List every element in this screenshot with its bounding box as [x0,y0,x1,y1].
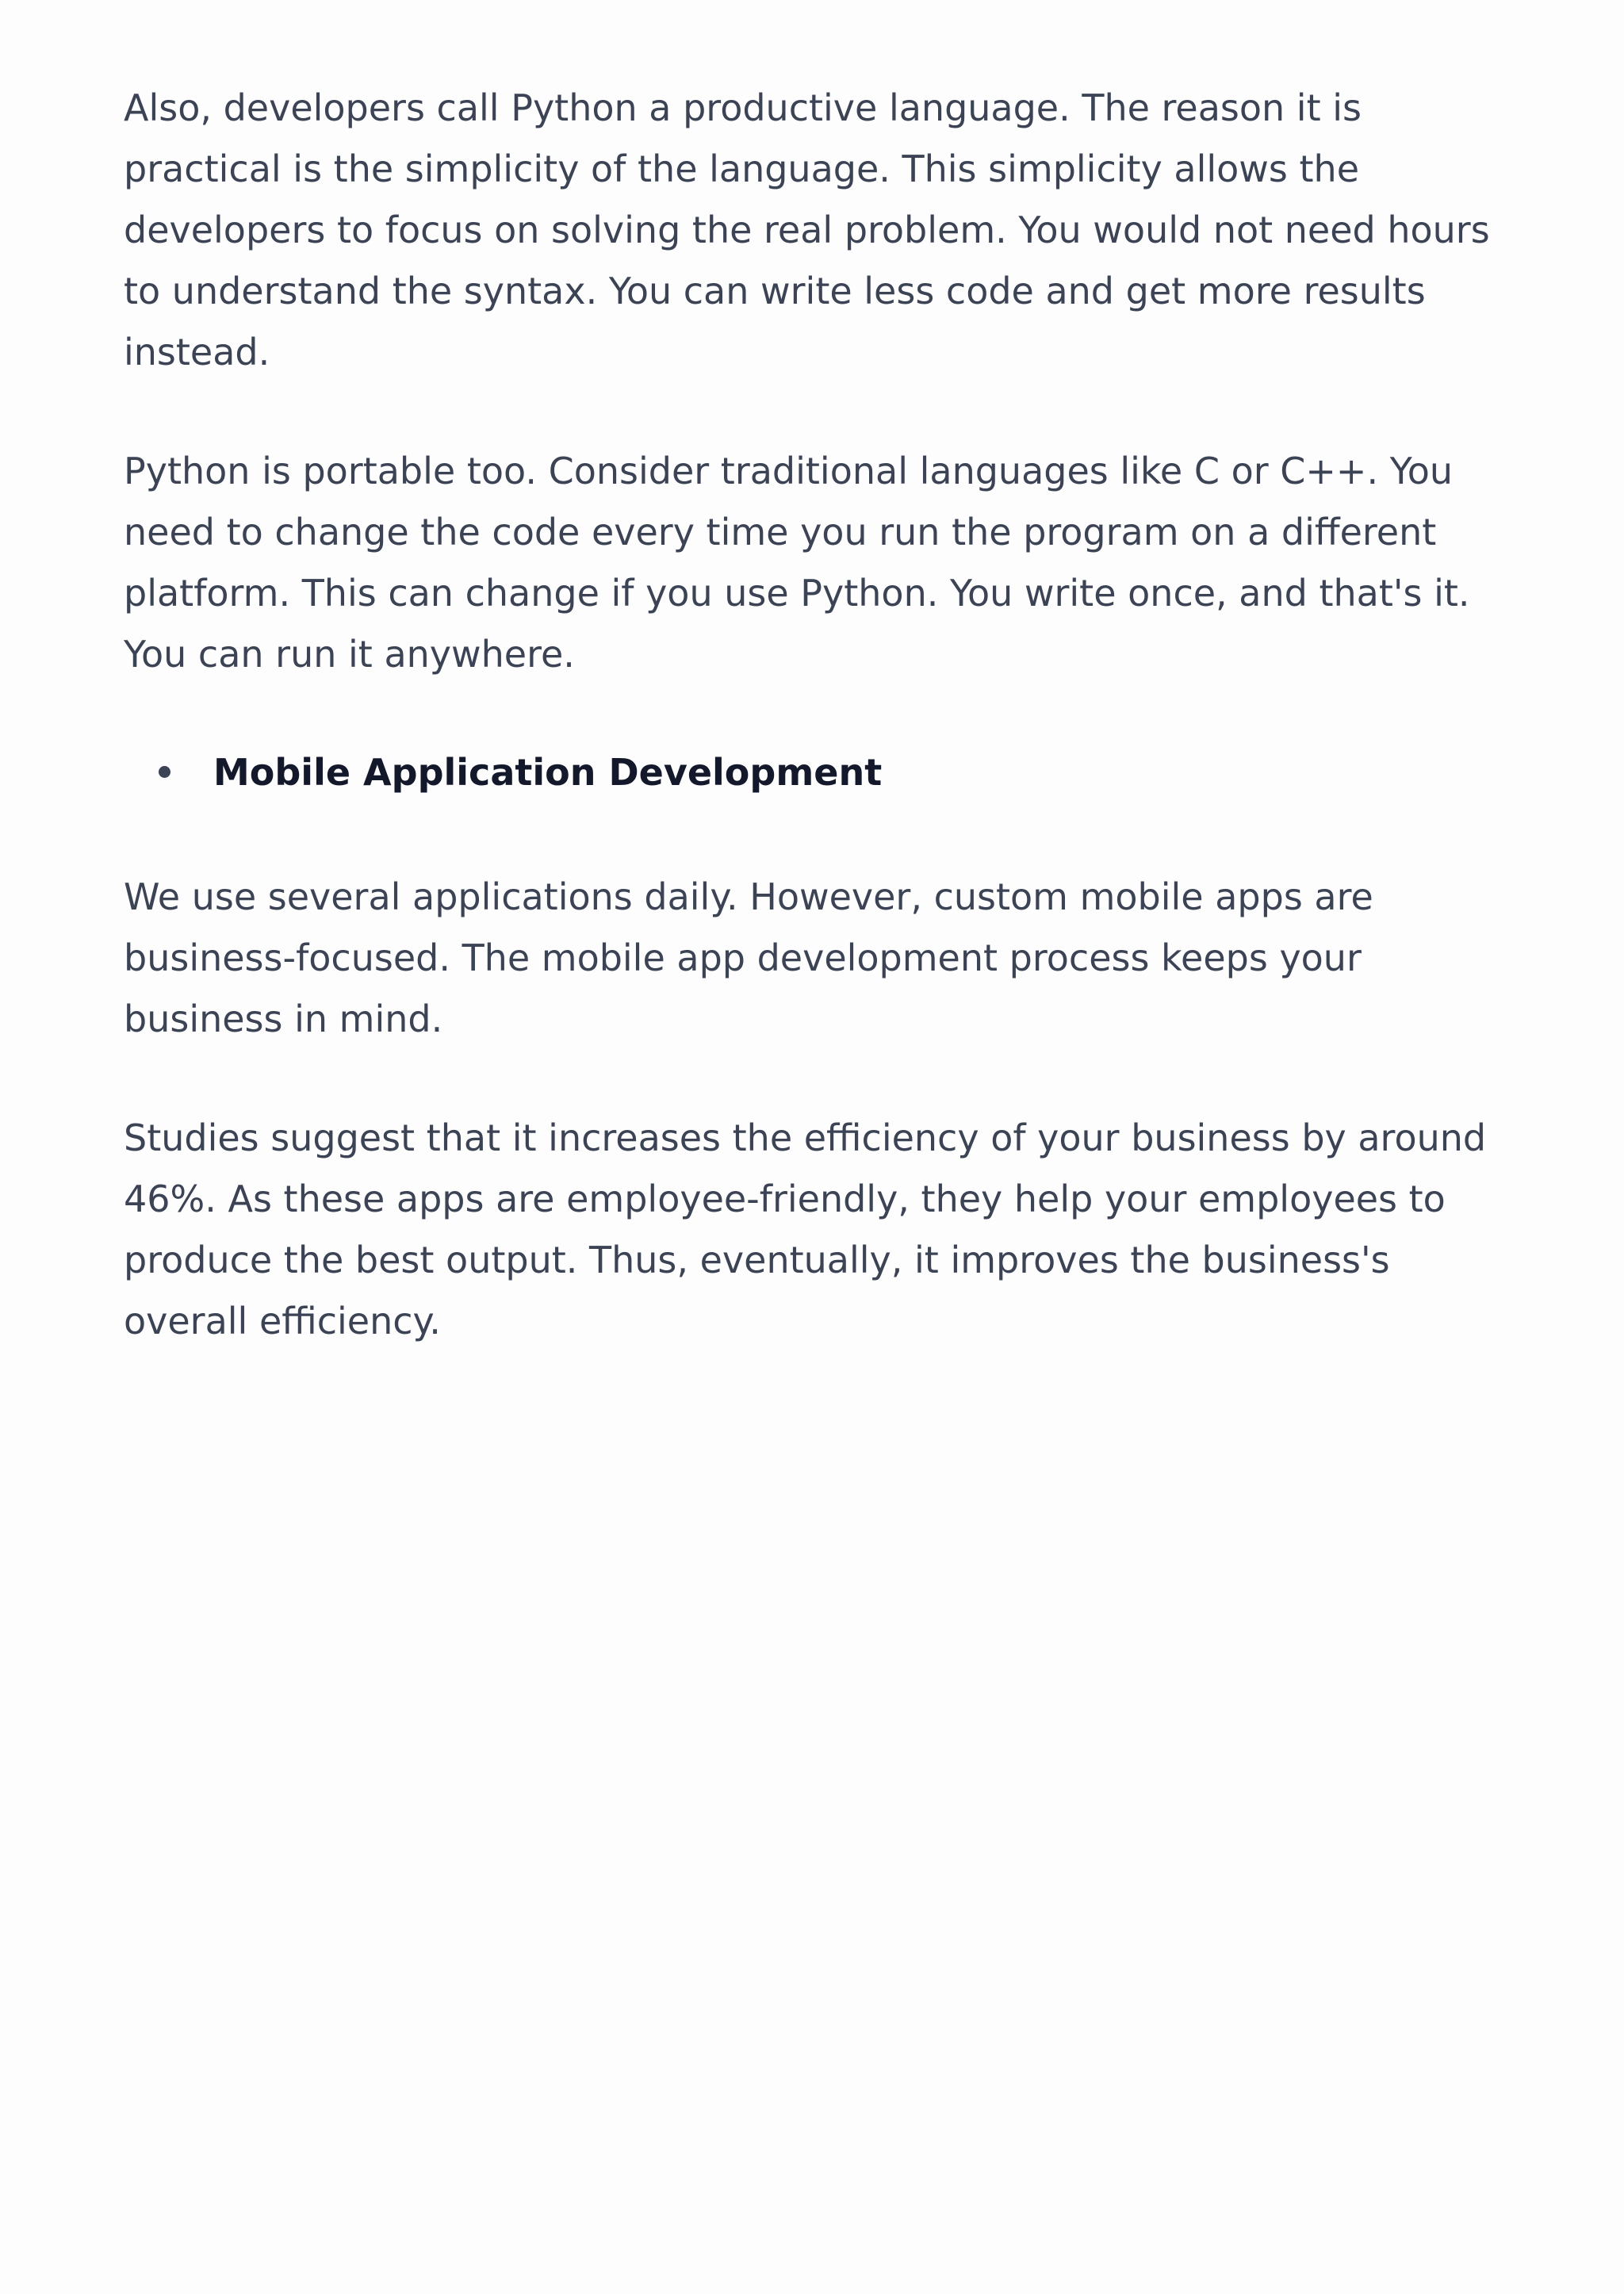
bullet-item-mobile-app-development [124,742,1503,803]
document-body [124,78,1503,1352]
paragraph-efficiency: Studies suggest that it increases the efficiency of your business by around 46%. As these apps are employee-friendly, they help your employees to produce the best output. Thus, eventually, it improves the business's overall efficiency. [124,1116,1487,1342]
bullet-heading: Mobile Application Development [213,751,883,794]
bullet-dot-icon [159,766,170,778]
paragraph-productivity: Also, developers call Python a productive language. The reason it is practical is the simplicity of the language. This simplicity allows the developers to focus on solving the real problem. You would not need hours to understand the syntax. You can write less code and get more results instead. [124,86,1490,373]
bullet-list [124,742,1503,803]
paragraph-portability: Python is portable too. Consider traditional languages like C or C++. You need to change the code every time you run the program on a different platform. This can change if you use Python. You write once, and that's it. You can run it anywhere. [124,450,1470,676]
paragraph-mobile-apps: We use several applications daily. However, custom mobile apps are business-focused. The mobile app development process keeps your business in mind. [124,875,1373,1040]
